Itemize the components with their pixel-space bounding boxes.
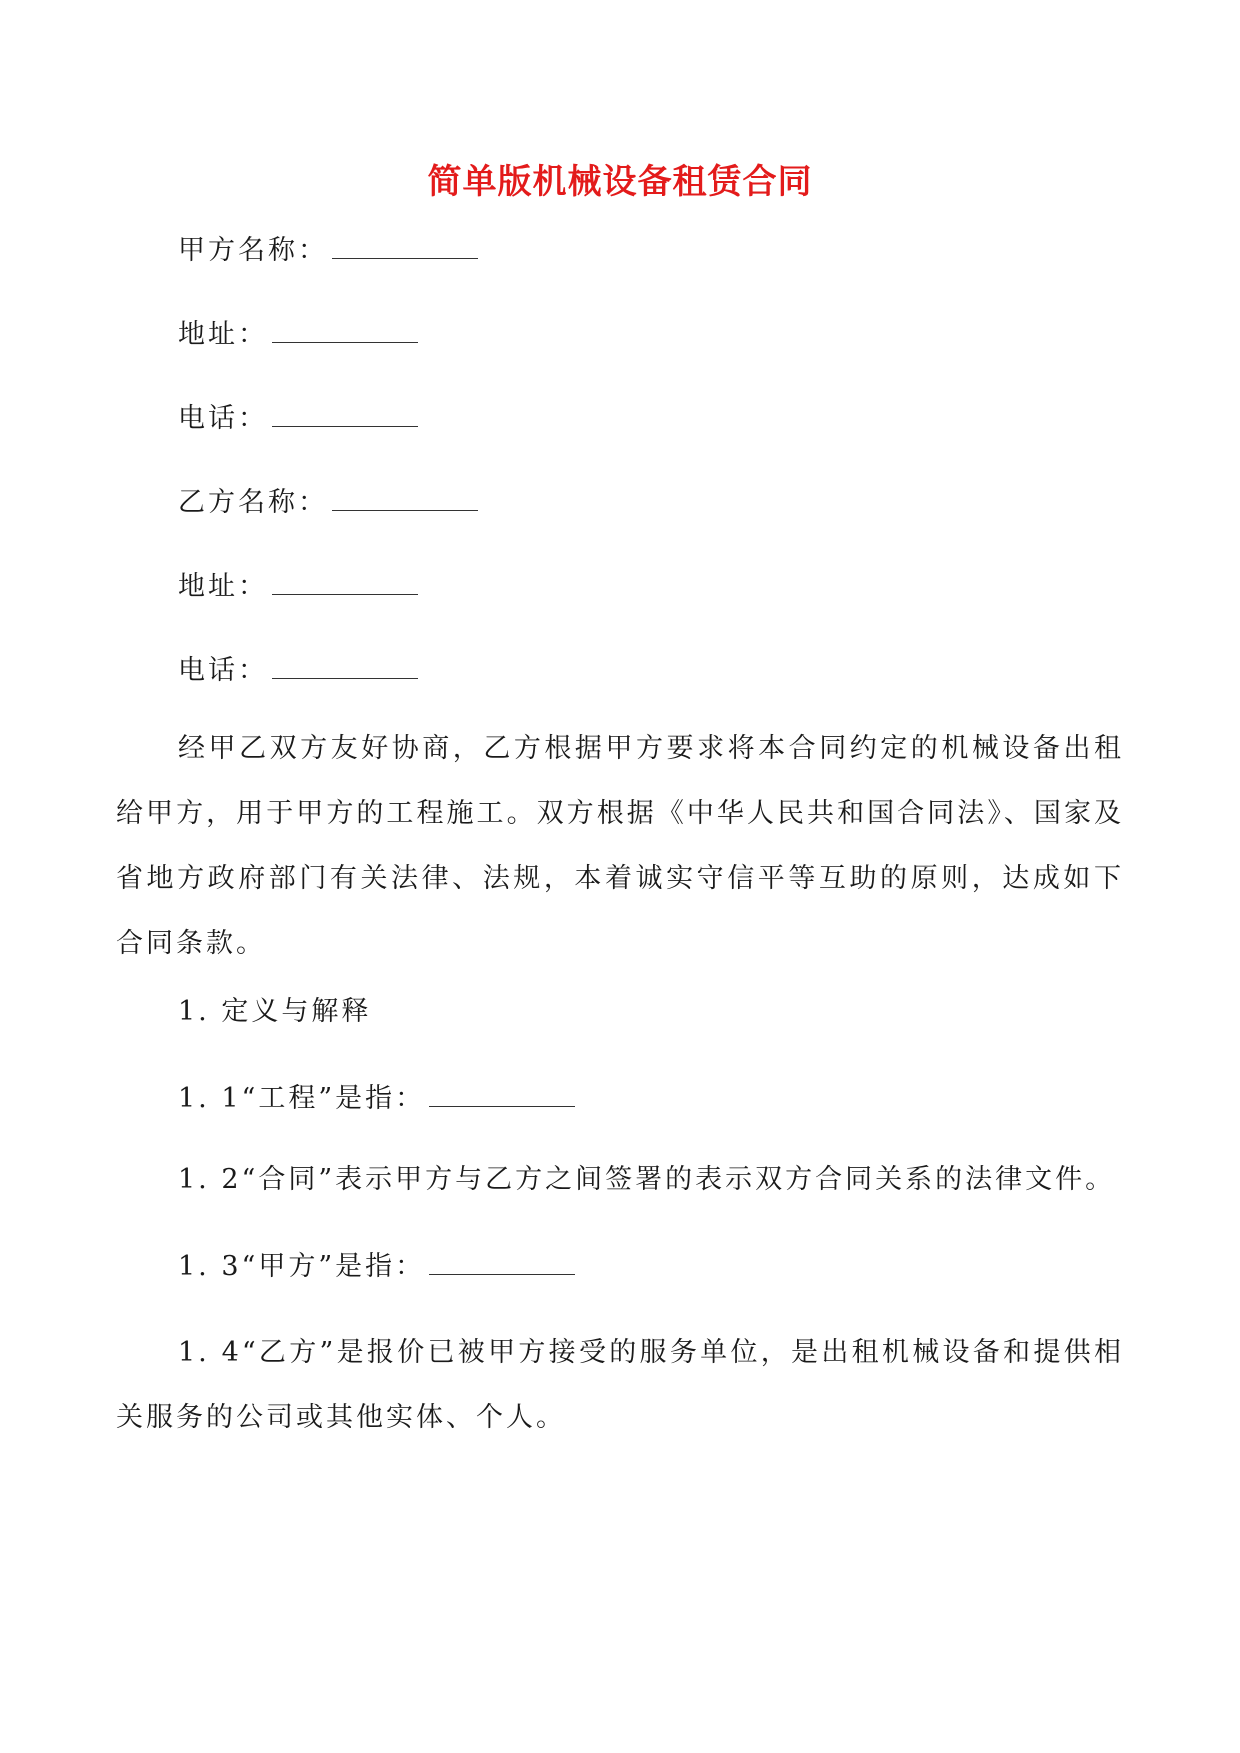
party-b-address-field bbox=[178, 564, 418, 607]
clause-1-1 bbox=[178, 1076, 575, 1119]
clause-1-4: 1. 4“乙方”是报价已被甲方接受的服务单位，是出租机械设备和提供相关服务的公司或其他实体、个人。 bbox=[116, 1337, 1124, 1433]
clause-1-3-blank bbox=[429, 1244, 575, 1275]
document-title: 简单版机械设备租赁合同 bbox=[427, 162, 813, 202]
preamble-paragraph: 经甲乙双方友好协商，乙方根据甲方要求将本合同约定的机械设备出租给甲方，用于甲方的工程施工。双方根据《中华人民共和国合同法》、国家及省地方政府部门有关法律、法规，本着诚实守信平等互助的原则，达成如下合同条款。 bbox=[116, 733, 1124, 959]
party-b-name-field bbox=[178, 480, 478, 523]
party-b-phone-field bbox=[178, 648, 418, 691]
party-a-name-label: 甲方名称： bbox=[178, 235, 328, 266]
party-a-address-field bbox=[178, 312, 418, 355]
party-a-address-label: 地址： bbox=[178, 319, 268, 350]
clause-1-1-text: 1. 1“工程”是指： bbox=[178, 1083, 426, 1114]
party-a-name-field bbox=[178, 228, 478, 271]
party-a-address-blank bbox=[272, 312, 418, 343]
party-b-address-label: 地址： bbox=[178, 571, 268, 602]
clause-1-2: 1. 2“合同”表示甲方与乙方之间签署的表示双方合同关系的法律文件。 bbox=[178, 1164, 1116, 1195]
party-a-phone-field bbox=[178, 396, 418, 439]
party-b-name-label: 乙方名称： bbox=[178, 487, 328, 518]
clause-1-3-text: 1. 3“甲方”是指： bbox=[178, 1251, 426, 1282]
party-b-phone-label: 电话： bbox=[178, 655, 268, 686]
clause-1-1-blank bbox=[429, 1076, 575, 1107]
clause-1-3 bbox=[178, 1244, 575, 1287]
section-1-heading: 1. 定义与解释 bbox=[178, 996, 372, 1027]
party-a-name-blank bbox=[332, 228, 478, 259]
party-b-phone-blank bbox=[272, 648, 418, 679]
party-b-name-blank bbox=[332, 480, 478, 511]
party-a-phone-blank bbox=[272, 396, 418, 427]
party-a-phone-label: 电话： bbox=[178, 403, 268, 434]
party-b-address-blank bbox=[272, 564, 418, 595]
